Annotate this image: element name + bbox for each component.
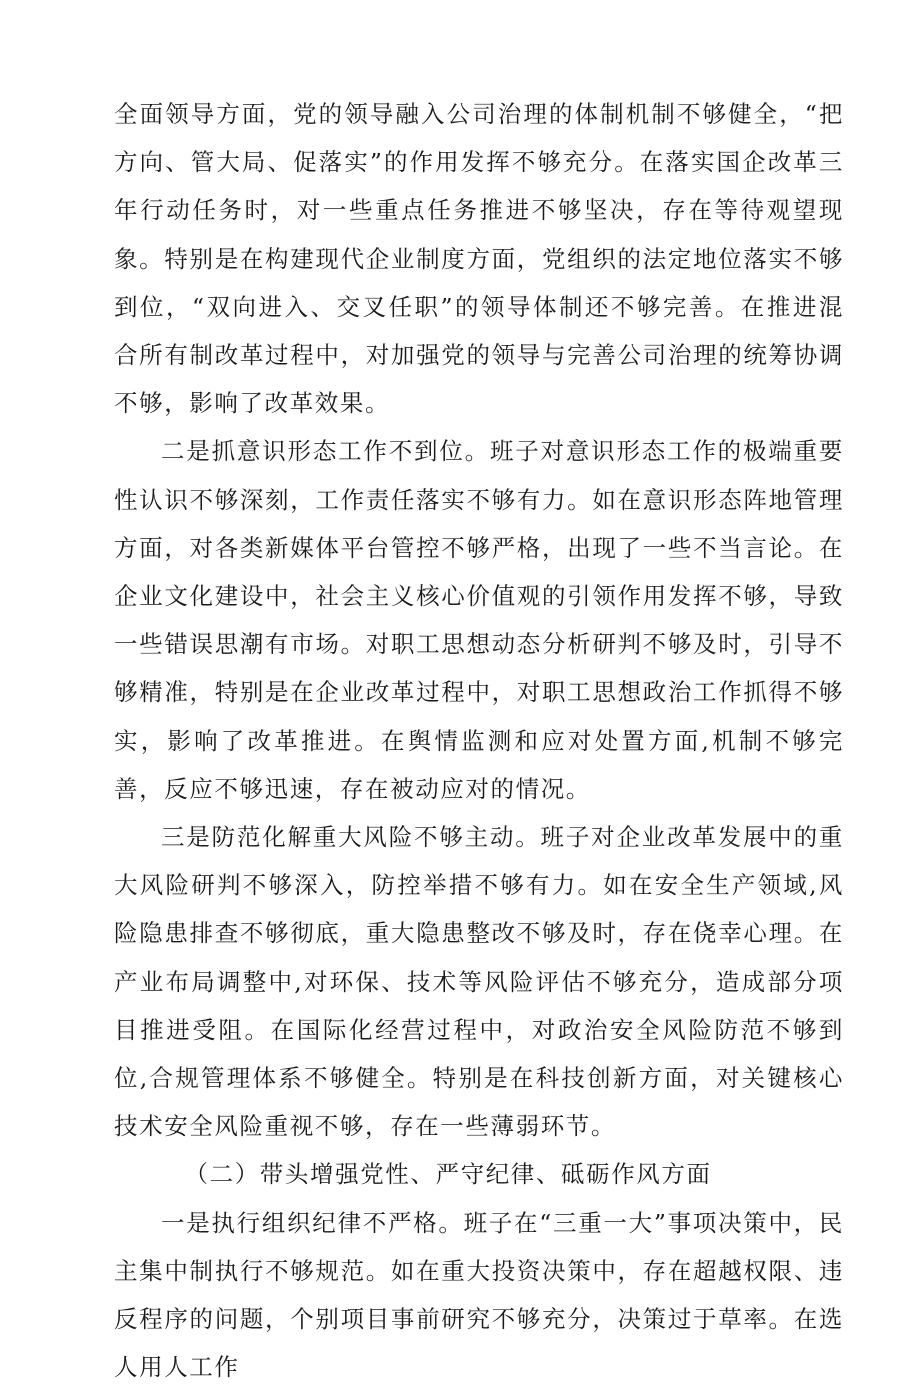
paragraph-risk-prevention: 三是防范化解重大风险不够主动。班子对企业改革发展中的重大风险研判不够深入，防控举措不够有力。如在安全生产领域,风险隐患排查不够彻底，重大隐患整改不够及时，存在侥幸心理。在产业布局调整中,对环保、技术等风险评估不够充分，造成部分项目推进受阻。在国际化经营过程中，对政治安全风险防范不够到位,合规管理体系不够健全。特别是在科技创新方面，对关键核心技术安全风险重视不够，存在一些薄弱环节。 [114, 823, 844, 1141]
paragraph-ideology-work: 二是抓意识形态工作不到位。班子对意识形态工作的极端重要性认识不够深刻，工作责任落实不够有力。如在意识形态阵地管理方面，对各类新媒体平台管控不够严格，出现了一些不当言论。在企业文化建设中，社会主义核心价值观的引领作用发挥不够，导致一些错误思潮有市场。对职工思想动态分析研判不够及时，引导不够精准，特别是在企业改革过程中，对职工思想政治工作抓得不够实，影响了改革推进。在舆情监测和应对处置方面,机制不够完善，反应不够迅速，存在被动应对的情况。 [114, 437, 844, 803]
paragraph-organizational-discipline: 一是执行组织纪律不严格。班子在“三重一大”事项决策中，民主集中制执行不够规范。如在重大投资决策中，存在超越权限、违反程序的问题，个别项目事前研究不够充分，决策过于草率。在选人用人工作 [114, 1208, 844, 1382]
section-heading: （二）带头增强党性、严守纪律、砥砺作风方面 [184, 1160, 712, 1189]
paragraph-party-leadership: 全面领导方面，党的领导融入公司治理的体制机制不够健全，“把方向、管大局、促落实”的作用发挥不够充分。在落实国企改革三年行动任务时，对一些重点任务推进不够坚决，存在等待观望现象。特别是在构建现代企业制度方面，党组织的法定地位落实不够到位，“双向进入、交叉任职”的领导体制还不够完善。在推进混合所有制改革过程中，对加强党的领导与完善公司治理的统筹协调不够，影响了改革效果。 [114, 100, 844, 418]
document-page [114, 90, 844, 1391]
